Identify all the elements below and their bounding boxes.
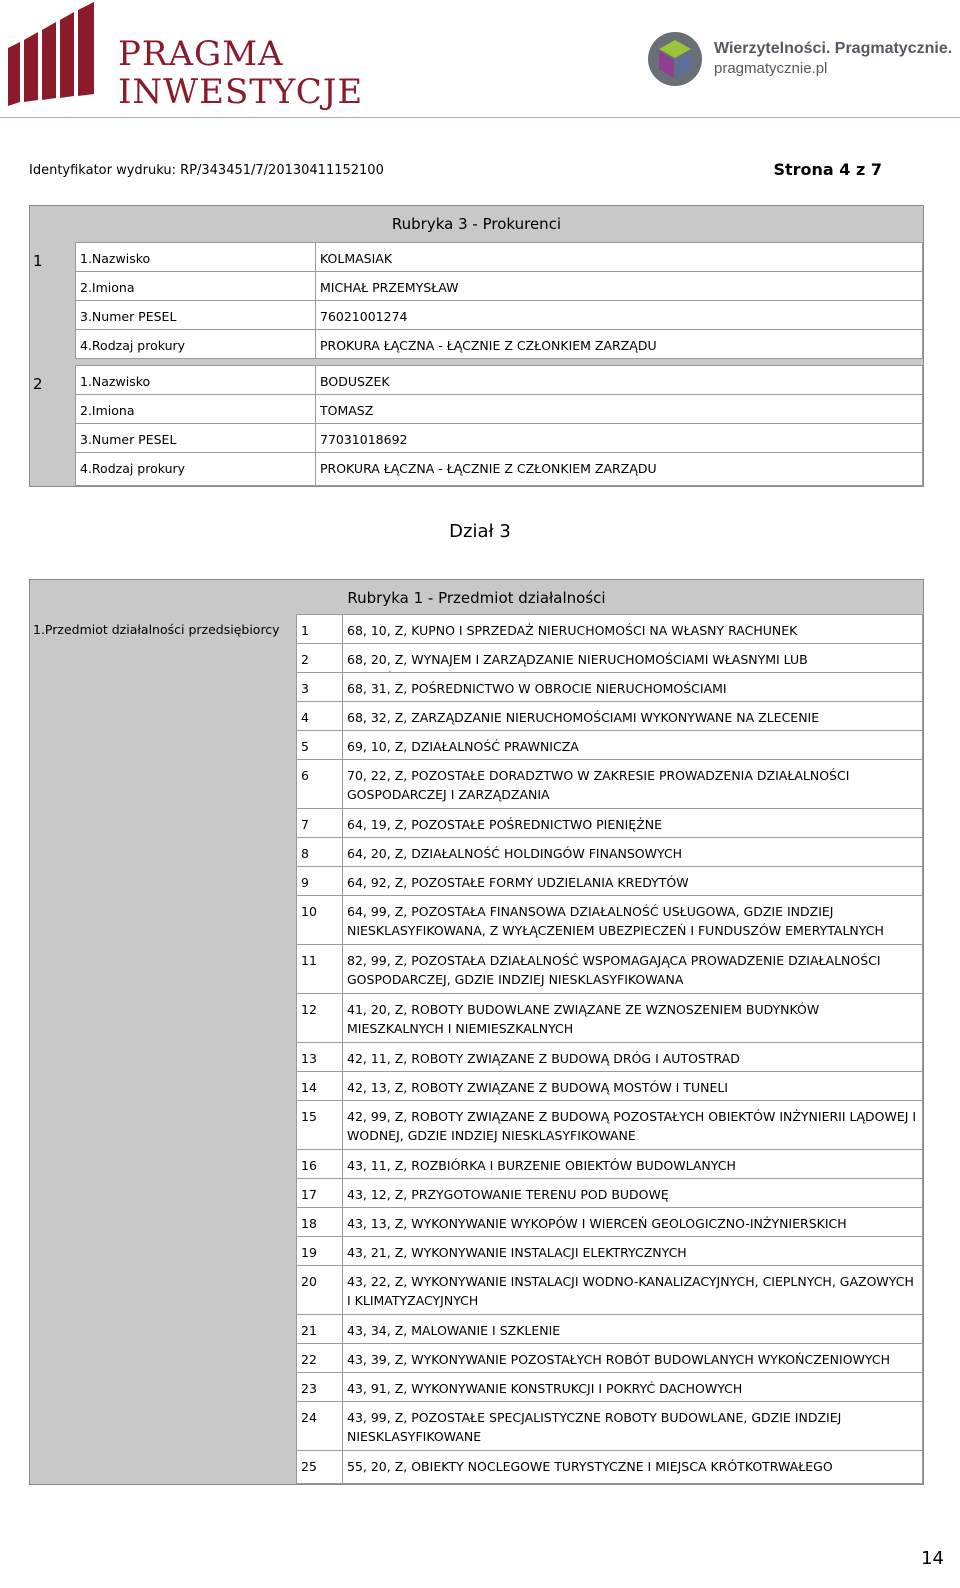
prokurent-field-label: 1.Nazwisko xyxy=(75,242,317,272)
prokurent-field-value: MICHAŁ PRZEMYSŁAW xyxy=(315,271,923,301)
item-number: 15 xyxy=(296,1100,344,1150)
page-info: Strona 4 z 7 xyxy=(773,160,882,179)
item-description: 43, 39, Z, WYKONYWANIE POZOSTAŁYCH ROBÓT BUDOWLANYCH WYKOŃCZENIOWYCH xyxy=(342,1343,923,1373)
item-description: 43, 12, Z, PRZYGOTOWANIE TERENU POD BUDOWĘ xyxy=(342,1178,923,1208)
item-description: 43, 21, Z, WYKONYWANIE INSTALACJI ELEKTRYCZNYCH xyxy=(342,1236,923,1266)
item-description: 42, 11, Z, ROBOTY ZWIĄZANE Z BUDOWĄ DRÓG I AUTOSTRAD xyxy=(342,1042,923,1072)
item-description: 68, 31, Z, POŚREDNICTWO W OBROCIE NIERUCHOMOŚCIAMI xyxy=(342,672,923,702)
item-description: 64, 20, Z, DZIAŁALNOŚĆ HOLDINGÓW FINANSOWYCH xyxy=(342,837,923,867)
item-number: 14 xyxy=(296,1071,344,1101)
item-description: 68, 10, Z, KUPNO I SPRZEDAŻ NIERUCHOMOŚCI NA WŁASNY RACHUNEK xyxy=(342,614,923,644)
item-number: 24 xyxy=(296,1401,344,1451)
item-description: 64, 99, Z, POZOSTAŁA FINANSOWA DZIAŁALNOŚĆ USŁUGOWA, GDZIE INDZIEJ NIESKLASYFIKOWANA, Z WYŁĄCZENIEM UBEZPIECZEŃ I FUNDUSZÓW EMERYTALNYCH xyxy=(342,895,923,945)
item-description: 69, 10, Z, DZIAŁALNOŚĆ PRAWNICZA xyxy=(342,730,923,760)
item-number: 17 xyxy=(296,1178,344,1208)
bar-chart-logo-icon xyxy=(6,2,106,112)
item-number: 3 xyxy=(296,672,344,702)
item-description: 82, 99, Z, POZOSTAŁA DZIAŁALNOŚĆ WSPOMAGAJĄCA PROWADZENIE DZIAŁALNOŚCI GOSPODARCZEJ, GDZIE INDZIEJ NIESKLASYFIKOWANA xyxy=(342,944,923,994)
item-number: 12 xyxy=(296,993,344,1043)
prokurent-field-label: 4.Rodzaj prokury xyxy=(75,452,317,486)
item-number: 25 xyxy=(296,1450,344,1484)
cube-logo-icon xyxy=(646,30,704,88)
logo-slogan: Wierzytelności. Pragmatycznie. xyxy=(714,40,953,57)
item-number: 16 xyxy=(296,1149,344,1179)
prokurent-field-value: BODUSZEK xyxy=(315,365,923,395)
item-number: 1 xyxy=(296,614,344,644)
item-number: 9 xyxy=(296,866,344,896)
item-description: 43, 11, Z, ROZBIÓRKA I BURZENIE OBIEKTÓW BUDOWLANYCH xyxy=(342,1149,923,1179)
prokurent-field-label: 1.Nazwisko xyxy=(75,365,317,395)
item-number: 7 xyxy=(296,808,344,838)
prokurent-field-label: 3.Numer PESEL xyxy=(75,423,317,453)
item-description: 70, 22, Z, POZOSTAŁE DORADZTWO W ZAKRESIE PROWADZENIA DZIAŁALNOŚCI GOSPODARCZEJ I ZARZĄDZANIA xyxy=(342,759,923,809)
item-number: 18 xyxy=(296,1207,344,1237)
prokurenci-table xyxy=(29,205,924,487)
item-number: 19 xyxy=(296,1236,344,1266)
item-number: 22 xyxy=(296,1343,344,1373)
item-number: 4 xyxy=(296,701,344,731)
print-identifier: Identyfikator wydruku: RP/343451/7/20130411152100 xyxy=(29,163,384,178)
przedmiot-label: 1.Przedmiot działalności przedsiębiorcy xyxy=(33,622,280,637)
item-number: 2 xyxy=(296,643,344,673)
item-description: 43, 91, Z, WYKONYWANIE KONSTRUKCJI I POKRYĆ DACHOWYCH xyxy=(342,1372,923,1402)
item-description: 64, 92, Z, POZOSTAŁE FORMY UDZIELANIA KREDYTÓW xyxy=(342,866,923,896)
item-number: 5 xyxy=(296,730,344,760)
prokurent-field-label: 3.Numer PESEL xyxy=(75,300,317,330)
prokurenci-title: Rubryka 3 - Prokurenci xyxy=(391,215,562,233)
item-description: 43, 13, Z, WYKONYWANIE WYKOPÓW I WIERCEŃ GEOLOGICZNO-INŻYNIERSKICH xyxy=(342,1207,923,1237)
item-description: 43, 99, Z, POZOSTAŁE SPECJALISTYCZNE ROBOTY BUDOWLANE, GDZIE INDZIEJ NIESKLASYFIKOWANE xyxy=(342,1401,923,1451)
prokurent-field-label: 2.Imiona xyxy=(75,394,317,424)
header-divider xyxy=(0,117,960,118)
prokurent-field-label: 4.Rodzaj prokury xyxy=(75,329,317,359)
prokurent-field-value: PROKURA ŁĄCZNA - ŁĄCZNIE Z CZŁONKIEM ZARZĄDU xyxy=(315,329,923,359)
item-description: 64, 19, Z, POZOSTAŁE POŚREDNICTWO PIENIĘŻNE xyxy=(342,808,923,838)
prokurent-number: 1 xyxy=(33,252,43,270)
prokurent-field-value: TOMASZ xyxy=(315,394,923,424)
page-number: 14 xyxy=(921,1548,944,1569)
prokurent-field-value: KOLMASIAK xyxy=(315,242,923,272)
item-number: 20 xyxy=(296,1265,344,1315)
item-number: 6 xyxy=(296,759,344,809)
pragmatycznie-logo xyxy=(646,30,956,90)
page-header xyxy=(0,0,960,120)
prokurent-field-value: 77031018692 xyxy=(315,423,923,453)
item-number: 10 xyxy=(296,895,344,945)
item-description: 42, 99, Z, ROBOTY ZWIĄZANE Z BUDOWĄ POZOSTAŁYCH OBIEKTÓW INŻYNIERII LĄDOWEJ I WODNEJ, GDZIE INDZIEJ NIESKLASYFIKOWANE xyxy=(342,1100,923,1150)
item-description: 55, 20, Z, OBIEKTY NOCLEGOWE TURYSTYCZNE I MIEJSCA KRÓTKOTRWAŁEGO xyxy=(342,1450,923,1484)
logo-text-inwestycje: INWESTYCJE xyxy=(118,72,364,112)
item-number: 8 xyxy=(296,837,344,867)
item-description: 68, 32, Z, ZARZĄDZANIE NIERUCHOMOŚCIAMI WYKONYWANE NA ZLECENIE xyxy=(342,701,923,731)
item-number: 23 xyxy=(296,1372,344,1402)
item-description: 68, 20, Z, WYNAJEM I ZARZĄDZANIE NIERUCHOMOŚCIAMI WŁASNYMI LUB xyxy=(342,643,923,673)
prokurent-number: 2 xyxy=(33,375,43,393)
item-number: 21 xyxy=(296,1314,344,1344)
item-description: 43, 22, Z, WYKONYWANIE INSTALACJI WODNO-KANALIZACYJNYCH, CIEPLNYCH, GAZOWYCH I KLIMATYZACYJNYCH xyxy=(342,1265,923,1315)
item-number: 13 xyxy=(296,1042,344,1072)
section-title: Dział 3 xyxy=(449,521,511,542)
logo-text-pragma: PRAGMA xyxy=(118,34,284,74)
item-description: 42, 13, Z, ROBOTY ZWIĄZANE Z BUDOWĄ MOSTÓW I TUNELI xyxy=(342,1071,923,1101)
przedmiot-table xyxy=(29,579,924,1485)
item-description: 41, 20, Z, ROBOTY BUDOWLANE ZWIĄZANE ZE WZNOSZENIEM BUDYNKÓW MIESZKALNYCH I NIEMIESZKALNYCH xyxy=(342,993,923,1043)
prokurent-field-value: PROKURA ŁĄCZNA - ŁĄCZNIE Z CZŁONKIEM ZARZĄDU xyxy=(315,452,923,486)
prokurent-field-value: 76021001274 xyxy=(315,300,923,330)
pragma-inwestycje-logo xyxy=(6,2,364,117)
logo-url: pragmatycznie.pl xyxy=(714,60,828,77)
prokurent-field-label: 2.Imiona xyxy=(75,271,317,301)
item-description: 43, 34, Z, MALOWANIE I SZKLENIE xyxy=(342,1314,923,1344)
przedmiot-title: Rubryka 1 - Przedmiot działalności xyxy=(347,589,606,607)
item-number: 11 xyxy=(296,944,344,994)
